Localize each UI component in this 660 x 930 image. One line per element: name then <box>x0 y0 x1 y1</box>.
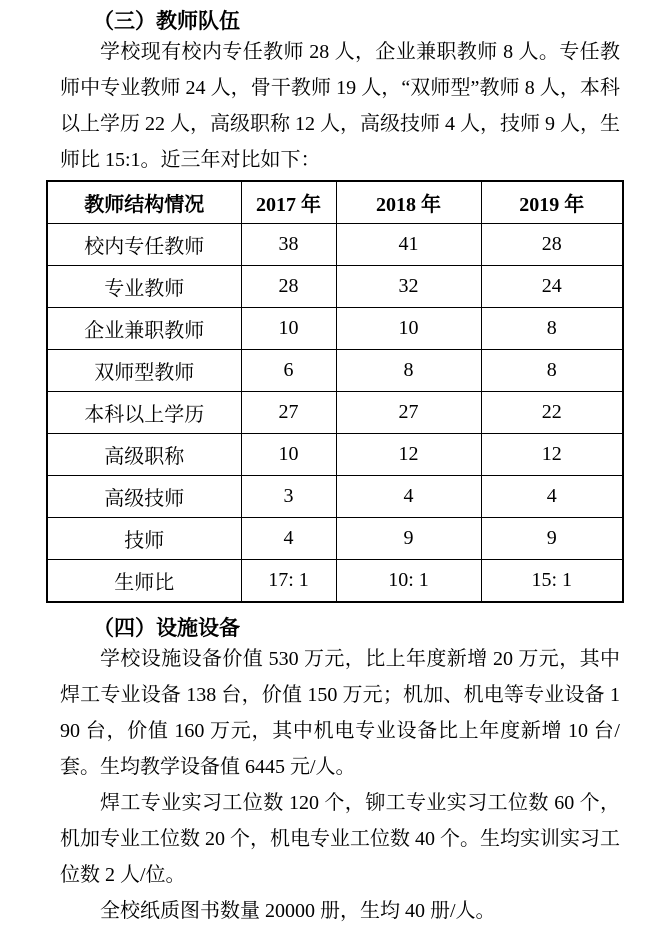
table-cell: 28 <box>241 266 336 308</box>
table-header-2019: 2019 年 <box>481 181 623 224</box>
table-row-label: 生师比 <box>47 560 241 603</box>
table-header-row <box>47 181 623 224</box>
section-3-heading: （三）教师队伍 <box>93 9 240 33</box>
table-row-label: 校内专任教师 <box>47 224 241 266</box>
table-cell: 9 <box>336 518 481 560</box>
table-cell: 8 <box>336 350 481 392</box>
table-cell: 10 <box>241 308 336 350</box>
table-cell: 38 <box>241 224 336 266</box>
table-row-label: 双师型教师 <box>47 350 241 392</box>
table-row-label: 技师 <box>47 518 241 560</box>
table-row <box>47 560 623 603</box>
table-row <box>47 350 623 392</box>
table-cell: 10: 1 <box>336 560 481 603</box>
table-row <box>47 308 623 350</box>
table-cell: 12 <box>481 434 623 476</box>
table-row <box>47 266 623 308</box>
teacher-structure-table <box>46 180 624 603</box>
table-cell: 6 <box>241 350 336 392</box>
section-4-paragraph-3: 全校纸质图书数量 20000 册，生均 40 册/人。 <box>100 900 496 922</box>
section-4-heading: （四）设施设备 <box>93 616 240 640</box>
table-cell: 27 <box>241 392 336 434</box>
table-cell: 10 <box>336 308 481 350</box>
table-row <box>47 392 623 434</box>
table-header-2017: 2017 年 <box>241 181 336 224</box>
table-cell: 4 <box>241 518 336 560</box>
table-cell: 41 <box>336 224 481 266</box>
table-cell: 24 <box>481 266 623 308</box>
table-cell: 12 <box>336 434 481 476</box>
table-cell: 32 <box>336 266 481 308</box>
section-4-paragraph-1: 学校设施设备价值 530 万元，比上年度新增 20 万元，其中焊工专业设备 138 台，价值 150 万元；机加、机电等专业设备 190 台，价值 160 万元，其中机电专业设备比上年度新增 10 台/套。生均教学设备值 6445 元/人。 <box>60 648 620 778</box>
table-cell: 9 <box>481 518 623 560</box>
table-cell: 4 <box>336 476 481 518</box>
table-cell: 15: 1 <box>481 560 623 603</box>
table-row-label: 专业教师 <box>47 266 241 308</box>
section-3-paragraph: 学校现有校内专任教师 28 人，企业兼职教师 8 人。专任教师中专业教师 24 人，骨干教师 19 人，“双师型”教师 8 人，本科以上学历 22 人，高级职称 12 人，高级技师 4 人，技师 9 人，生师比 15:1。近三年对比如下： <box>60 41 620 171</box>
table-cell: 10 <box>241 434 336 476</box>
table-cell: 22 <box>481 392 623 434</box>
table-row <box>47 224 623 266</box>
table-cell: 28 <box>481 224 623 266</box>
table-cell: 4 <box>481 476 623 518</box>
table-cell: 8 <box>481 350 623 392</box>
section-4-paragraph-2: 焊工专业实习工位数 120 个，铆工专业实习工位数 60 个，机加专业工位数 20 个，机电专业工位数 40 个。生均实训实习工位数 2 人/位。 <box>60 792 620 886</box>
table-row <box>47 476 623 518</box>
table-row-label: 高级职称 <box>47 434 241 476</box>
table-cell: 8 <box>481 308 623 350</box>
table-row <box>47 518 623 560</box>
table-row <box>47 434 623 476</box>
table-cell: 27 <box>336 392 481 434</box>
table-row-label: 本科以上学历 <box>47 392 241 434</box>
table-header-category: 教师结构情况 <box>47 181 241 224</box>
table-cell: 17: 1 <box>241 560 336 603</box>
table-row-label: 企业兼职教师 <box>47 308 241 350</box>
table-cell: 3 <box>241 476 336 518</box>
table-row-label: 高级技师 <box>47 476 241 518</box>
table-header-2018: 2018 年 <box>336 181 481 224</box>
